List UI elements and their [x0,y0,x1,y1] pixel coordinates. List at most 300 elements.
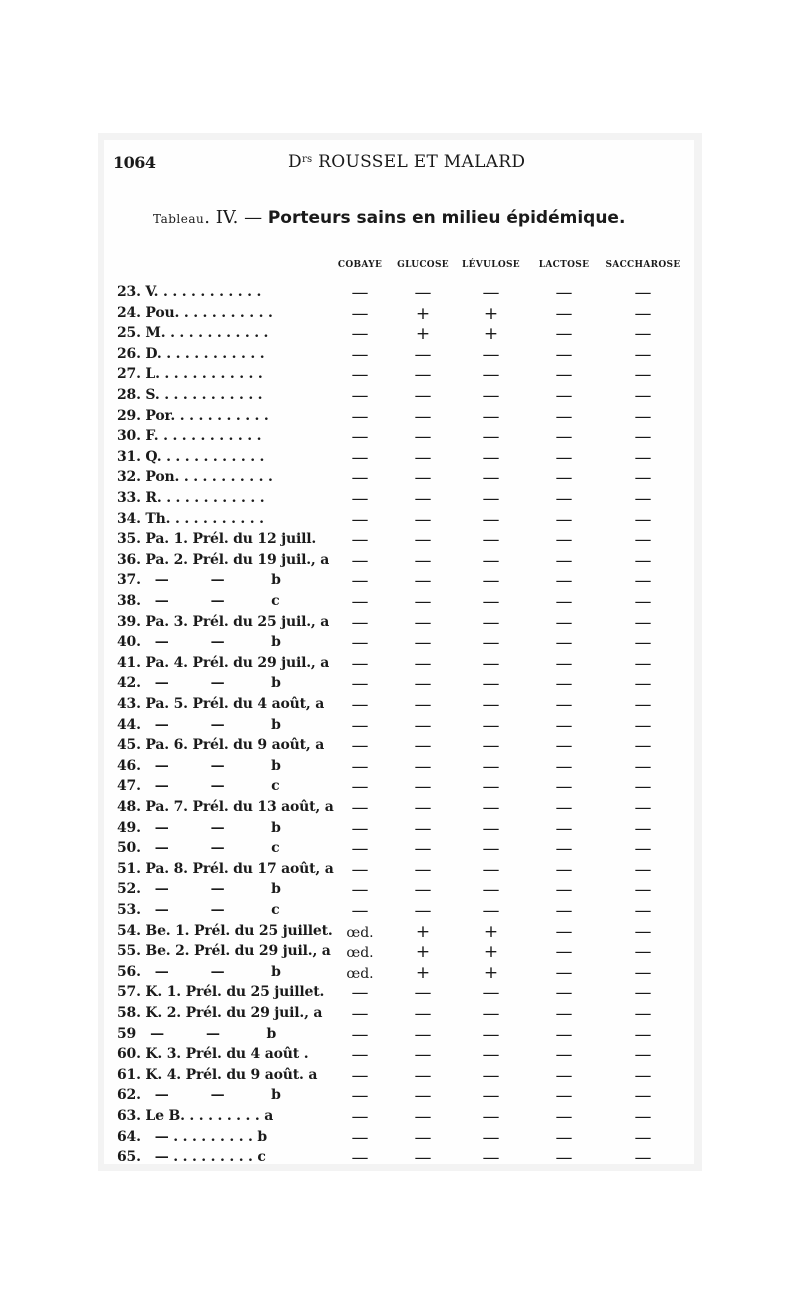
row-value: — [634,1107,652,1127]
table-row [0,1149,800,1170]
row-value: — [482,468,500,489]
row-value: — [555,406,573,427]
row-label: 56. — — b [117,963,281,980]
row-value: — [555,468,573,489]
row-value: — [555,983,573,1004]
row-label: 24. Pou. . . . . . . . . . . [117,304,273,321]
row-value: — [351,489,369,509]
table-row [0,593,800,614]
table-title-number: IV. [215,207,239,228]
row-value: — [414,550,432,571]
row-value: — [351,283,369,303]
row-label: 63. Le B. . . . . . . . . a [117,1108,274,1124]
row-value: — [351,859,369,880]
row-value: — [482,880,500,901]
row-value: — [414,530,432,551]
row-value: — [482,633,500,654]
table-row [0,490,800,511]
row-value: — [634,901,652,921]
row-value: — [555,1045,573,1066]
row-value: + [415,324,431,345]
row-value: — [482,1045,500,1066]
row-value: — [634,550,652,571]
row-value: — [482,489,500,509]
row-label: 41. Pa. 4. Prél. du 29 juil., a [117,654,330,671]
row-value: — [482,283,500,303]
row-value: — [482,386,500,406]
table-row [0,881,800,902]
row-value: — [555,1086,573,1107]
row-value: — [414,1045,432,1066]
row-value: — [555,818,573,839]
row-value: — [482,427,500,448]
table-row [0,1026,800,1047]
row-value: — [351,901,369,921]
table-row [0,531,800,552]
row-value: — [634,489,652,509]
row-value: — [634,1045,652,1066]
row-label: 29. Por. . . . . . . . . . . [117,407,269,424]
row-value: — [634,1004,652,1024]
row-value: — [634,633,652,654]
row-value: — [414,653,432,674]
row-value: — [555,530,573,551]
row-value: — [482,365,500,386]
table-row [0,408,800,429]
table-row [0,469,800,490]
row-value: — [414,571,432,592]
row-label: 23. V. . . . . . . . . . . . [117,284,262,300]
row-value: — [482,736,500,757]
row-value: — [482,1086,500,1107]
row-value: — [414,386,432,406]
row-value: — [414,489,432,509]
table-row [0,346,800,367]
row-value: — [482,983,500,1004]
row-value: — [634,818,652,839]
row-value: — [482,571,500,592]
row-value: — [351,839,369,860]
row-value: — [414,859,432,880]
row-label: 39. Pa. 3. Prél. du 25 juil., a [117,613,330,630]
row-value: — [482,674,500,695]
table-row [0,387,800,408]
row-value: — [414,715,432,736]
table-row [0,861,800,882]
row-label: 30. F. . . . . . . . . . . . [117,428,262,445]
row-value: + [415,921,431,942]
row-value: — [555,592,573,612]
row-value: + [483,303,499,324]
row-value: œd. [346,965,374,982]
row-value: — [555,1107,573,1127]
row-value: — [414,756,432,777]
row-value: — [634,303,652,324]
row-value: — [414,468,432,489]
row-value: — [351,447,369,468]
row-value: — [414,983,432,1004]
table-title-prefix: Tableau [153,212,205,226]
page-number: 1064 [113,153,156,172]
row-label: 31. Q. . . . . . . . . . . . [117,448,265,465]
row-value: — [351,777,369,798]
row-value: — [414,736,432,757]
row-value: — [634,1127,652,1148]
row-value: — [555,901,573,921]
row-value: — [414,1107,432,1127]
table-row [0,449,800,470]
row-value: — [351,633,369,654]
row-label: 57. K. 1. Prél. du 25 juillet. [117,984,325,1001]
row-value: + [483,324,499,345]
row-value: — [555,756,573,777]
row-value: + [483,921,499,942]
row-label: 28. S. . . . . . . . . . . . [117,387,263,403]
row-value: — [555,386,573,406]
row-value: — [555,365,573,386]
row-value: + [415,962,431,983]
row-value: — [634,406,652,427]
row-value: — [482,818,500,839]
row-value: — [482,1004,500,1024]
row-value: — [555,324,573,345]
row-value: — [351,1065,369,1086]
row-value: — [482,1107,500,1127]
row-value: — [555,344,573,365]
table-row [0,840,800,861]
row-value: — [482,344,500,365]
row-value: — [351,427,369,448]
row-value: — [351,1148,369,1169]
row-value: — [414,509,432,530]
table-row [0,799,800,820]
row-value: — [555,798,573,818]
table-row [0,778,800,799]
table-row [0,675,800,696]
row-value: œd. [346,924,374,941]
row-value: — [555,674,573,695]
row-value: — [351,1045,369,1066]
row-value: — [414,777,432,798]
row-value: — [414,880,432,901]
row-label: 47. — — c [117,778,280,795]
row-value: — [555,571,573,592]
running-head: $D^{rs}$ ROUSSEL ET MALARD [288,152,526,172]
row-value: — [351,1024,369,1045]
row-label: 54. Be. 1. Prél. du 25 juillet. [117,922,333,939]
table-row [0,717,800,738]
row-value: — [555,612,573,633]
table-row [0,1046,800,1067]
row-value: — [634,365,652,386]
row-value: — [482,612,500,633]
row-value: — [351,592,369,612]
row-value: — [555,283,573,303]
table-row [0,305,800,326]
column-header: LÉVULOSE [462,260,520,270]
row-value: — [351,386,369,406]
table-row [0,428,800,449]
row-value: — [634,756,652,777]
row-value: — [555,1065,573,1086]
row-value: — [634,674,652,695]
row-value: — [414,1127,432,1148]
row-value: — [351,344,369,365]
row-value: — [482,1127,500,1148]
row-label: 51. Pa. 8. Prél. du 17 août, a [117,860,334,877]
row-label: 27. L. . . . . . . . . . . . [117,366,263,383]
row-value: — [555,859,573,880]
row-value: — [351,653,369,674]
row-value: — [634,880,652,901]
row-value: œd. [346,945,374,962]
row-value: — [351,1127,369,1148]
row-value: — [634,509,652,530]
row-value: — [351,530,369,551]
table-title-text: Porteurs sains en milieu épidémique. [267,208,626,228]
row-value: + [415,942,431,963]
row-value: — [414,633,432,654]
authors-prefix: rs [301,154,313,165]
row-label: 59 — — b [117,1025,277,1042]
row-value: — [634,427,652,448]
table-row [0,1129,800,1150]
row-label: 34. Th. . . . . . . . . . . [117,510,264,527]
row-value: — [351,798,369,818]
row-value: — [482,859,500,880]
row-value: — [414,1004,432,1024]
row-value: — [555,839,573,860]
row-value: — [634,468,652,489]
row-label: 58. K. 2. Prél. du 29 juil., a [117,1005,323,1021]
row-label: 64. — . . . . . . . . . b [117,1128,267,1145]
row-value: — [634,962,652,983]
row-value: — [351,468,369,489]
row-value: — [555,550,573,571]
table-row [0,758,800,779]
row-value: — [555,447,573,468]
row-value: — [555,509,573,530]
row-label: 44. — — b [117,716,281,733]
row-value: — [634,715,652,736]
row-value: — [555,489,573,509]
row-value: — [482,530,500,551]
row-value: — [351,612,369,633]
row-value: — [555,653,573,674]
row-value: — [351,550,369,571]
row-label: 35. Pa. 1. Prél. du 12 juill. [117,531,317,548]
row-label: 26. D. . . . . . . . . . . . [117,345,265,362]
row-label: 36. Pa. 2. Prél. du 19 juil., a [117,551,330,568]
row-value: — [555,777,573,798]
row-label: 50. — — c [117,840,280,857]
table-row [0,923,800,944]
row-value: — [634,1065,652,1086]
row-value: — [351,406,369,427]
row-value: — [634,921,652,942]
table-row [0,572,800,593]
table-row [0,552,800,573]
table-row [0,820,800,841]
row-value: — [634,324,652,345]
row-value: — [555,1148,573,1169]
row-value: — [351,715,369,736]
row-value: — [634,530,652,551]
row-value: — [414,818,432,839]
row-value: — [482,550,500,571]
row-value: — [351,736,369,757]
row-value: — [555,1127,573,1148]
table-row [0,902,800,923]
row-value: — [634,983,652,1004]
row-value: — [414,592,432,612]
row-label: 48. Pa. 7. Prél. du 13 août, a [117,799,334,815]
row-value: — [634,839,652,860]
row-value: — [482,653,500,674]
row-value: — [555,427,573,448]
row-label: 42. — — b [117,675,281,692]
row-value: — [351,756,369,777]
table-row [0,964,800,985]
table-row [0,325,800,346]
table-row [0,1108,800,1129]
row-value: — [414,674,432,695]
row-value: — [351,818,369,839]
row-value: — [634,571,652,592]
row-value: — [351,571,369,592]
row-label: 62. — — b [117,1087,281,1104]
row-value: — [634,612,652,633]
row-value: — [555,1024,573,1045]
table-row [0,1087,800,1108]
row-label: 46. — — b [117,757,281,774]
row-value: — [351,324,369,345]
row-value: — [634,653,652,674]
row-value: — [482,695,500,715]
row-value: — [634,736,652,757]
row-value: — [351,983,369,1004]
row-value: — [634,1024,652,1045]
row-value: — [555,736,573,757]
row-label: 61. K. 4. Prél. du 9 août. a [117,1066,318,1083]
table-row [0,984,800,1005]
row-label: 55. Be. 2. Prél. du 29 juil., a [117,943,331,960]
row-value: — [482,592,500,612]
row-value: — [482,1024,500,1045]
row-value: — [634,695,652,715]
table-row [0,284,800,305]
row-value: — [414,839,432,860]
row-value: — [634,859,652,880]
table-row [0,614,800,635]
table-title: Tableau. IV. — Porteurs sains en milieu épidémique. [153,207,626,228]
row-value: — [414,901,432,921]
row-value: + [483,942,499,963]
row-value: — [634,1086,652,1107]
column-header: LACTOSE [538,260,590,270]
row-value: + [483,962,499,983]
row-value: — [482,509,500,530]
row-value: — [482,901,500,921]
column-header: GLUCOSE [397,260,449,270]
row-value: — [634,798,652,818]
row-label: 25. M. . . . . . . . . . . . [117,325,269,342]
row-value: — [414,1086,432,1107]
row-value: — [351,880,369,901]
row-value: — [414,283,432,303]
row-value: — [555,962,573,983]
row-value: — [482,447,500,468]
row-label: 43. Pa. 5. Prél. du 4 août, a [117,696,325,712]
row-value: — [634,447,652,468]
row-value: — [555,942,573,963]
row-value: — [555,880,573,901]
row-value: — [482,715,500,736]
row-value: — [634,1148,652,1169]
column-header: SACCHAROSE [605,260,681,270]
row-value: — [414,695,432,715]
row-value: — [414,798,432,818]
table-title-dash: — [244,207,263,228]
table-row [0,655,800,676]
row-value: — [351,695,369,715]
column-header: COBAYE [337,260,383,270]
row-value: — [555,921,573,942]
row-value: — [414,427,432,448]
row-value: — [414,1024,432,1045]
row-value: — [414,1065,432,1086]
row-label: 60. K. 3. Prél. du 4 août . [117,1046,309,1063]
row-value: — [634,942,652,963]
table-row [0,1005,800,1026]
row-value: — [555,633,573,654]
table-row [0,634,800,655]
row-label: 45. Pa. 6. Prél. du 9 août, a [117,737,325,754]
table-row [0,737,800,758]
row-label: 40. — — b [117,634,281,651]
row-value: — [555,695,573,715]
row-value: — [482,1148,500,1169]
row-value: — [414,1148,432,1169]
row-value: — [414,612,432,633]
row-label: 37. — — b [117,572,281,589]
row-value: — [414,447,432,468]
row-value: — [555,715,573,736]
table-row [0,366,800,387]
row-value: — [351,674,369,695]
row-value: — [482,1065,500,1086]
row-value: — [482,756,500,777]
table-row [0,511,800,532]
row-value: — [482,798,500,818]
row-value: — [351,1086,369,1107]
table-row [0,1067,800,1088]
row-value: — [634,592,652,612]
row-value: — [351,303,369,324]
row-value: — [482,777,500,798]
row-label: 33. R. . . . . . . . . . . . [117,490,265,506]
row-value: — [634,777,652,798]
row-value: — [351,1004,369,1024]
row-label: 65. — . . . . . . . . . c [117,1149,266,1166]
row-value: — [482,839,500,860]
row-label: 52. — — b [117,881,281,898]
table-row [0,943,800,964]
row-value: — [351,1107,369,1127]
row-label: 53. — — c [117,902,280,918]
authors: ROUSSEL ET MALARD [318,152,526,172]
row-value: — [414,406,432,427]
